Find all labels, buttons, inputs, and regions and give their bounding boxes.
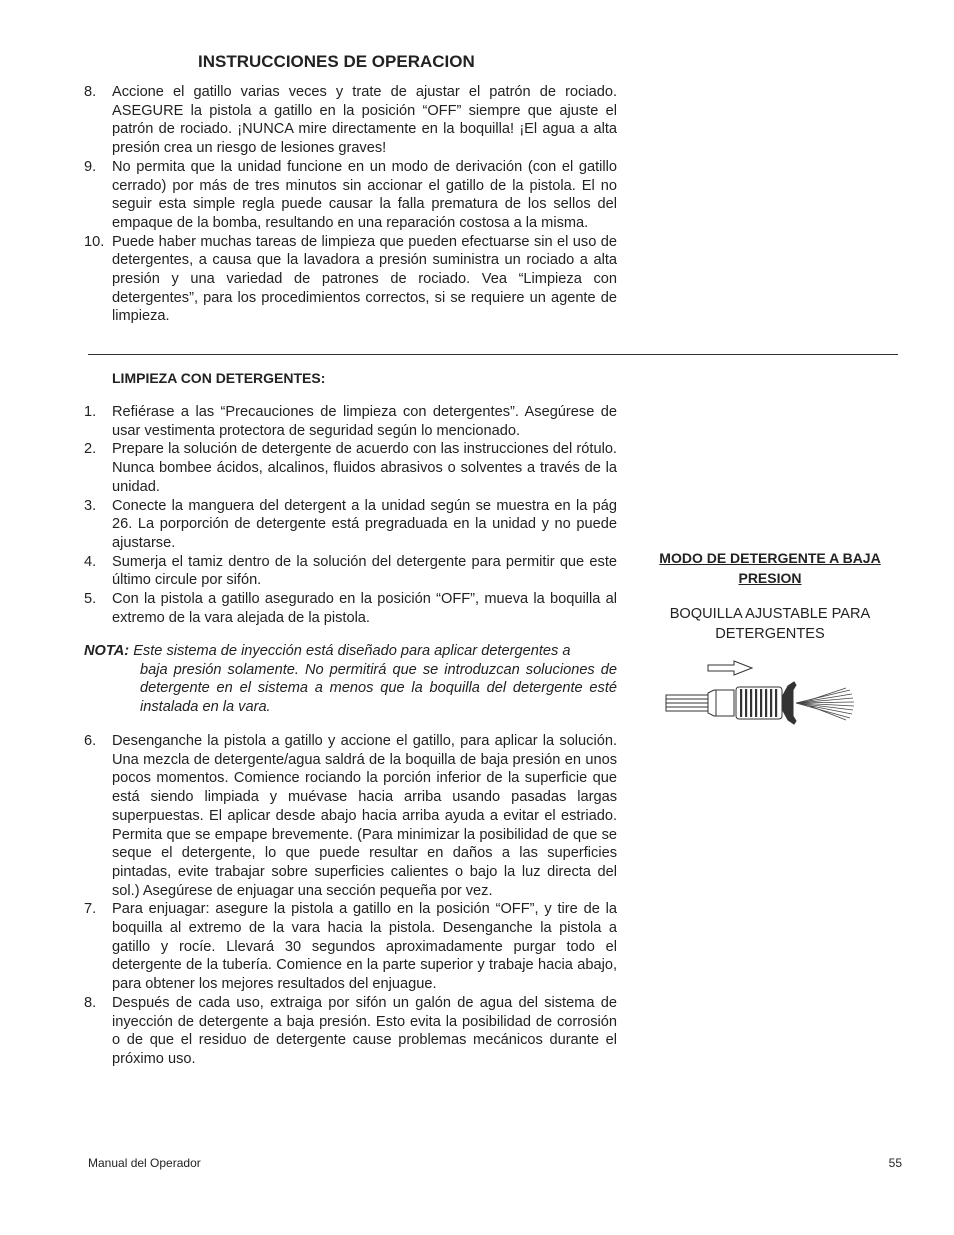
item-text: Conecte la manguera del detergent a la unidad según se muestra en la pág 26. La porporción de detergente está pregraduada en la unidad y no puede ajustarse. — [112, 497, 617, 551]
list-item — [84, 83, 617, 158]
item-number: 10. — [84, 233, 105, 250]
footer-manual-name: Manual del Operador — [88, 1156, 201, 1170]
note-paragraph — [84, 642, 617, 717]
item-text: Prepare la solución de detergente de acuerdo con las instrucciones del rótulo. Nunca bombee ácidos, alcalinos, fluidos abrasivos o solventes a través de la unidad. — [112, 441, 617, 495]
list-item — [84, 900, 617, 994]
item-number: 4. — [84, 553, 97, 570]
list-item — [84, 440, 617, 496]
nozzle-tip — [782, 682, 796, 724]
arrow-icon — [708, 661, 752, 675]
section-heading: INSTRUCCIONES DE OPERACION — [198, 52, 475, 71]
figure-caption — [640, 604, 900, 644]
operation-steps-list — [84, 83, 617, 326]
item-text: Refiérase a las “Precauciones de limpieza con detergentes”. Asegúrese de usar vestimenta protectora de seguridad según lo mencionado. — [112, 404, 617, 439]
list-item — [84, 497, 617, 553]
note-text-rest: baja presión solamente. No permitirá que se introduzcan soluciones de detergente en el sistema a menos que la boquilla del detergente esté instalada en la vara. — [140, 661, 617, 716]
figure-caption-line1: BOQUILLA AJUSTABLE PARA — [669, 606, 871, 622]
detergent-steps-list-continued — [84, 732, 617, 1069]
figure-title-line1: MODO DE DETERGENTE A BAJA — [659, 550, 881, 566]
figure-title-line2: PRESION — [738, 570, 802, 586]
figure-caption-line2: DETERGENTES — [715, 626, 825, 642]
item-number: 3. — [84, 497, 97, 514]
item-number: 7. — [84, 901, 97, 918]
item-text: Accione el gatillo varias veces y trate de ajustar el patrón de rociado. ASEGURE la pistola a gatillo en la posición “OFF” siempre que ajuste el patrón de rociado. ¡NUNCA mire directamente en la boquilla! ¡El agua a alta presión crea un riesgo de lesiones graves! — [112, 84, 617, 157]
item-number: 8. — [84, 84, 97, 100]
list-item — [84, 590, 617, 627]
nozzle-grip-ridges — [740, 689, 777, 717]
list-item — [84, 233, 617, 327]
item-number: 6. — [84, 733, 97, 749]
item-number: 2. — [84, 441, 97, 458]
item-text: Después de cada uso, extraiga por sifón un galón de agua del sistema de inyección de detergente a baja presión. Esto evita la posibilidad de corrosión o de que el residuo de detergente cause problemas mecánicos durante el próximo uso. — [112, 994, 617, 1067]
wand-tube — [666, 695, 708, 711]
detergent-steps-list — [84, 403, 617, 627]
item-text: Desenganche la pistola a gatillo y accione el gatillo, para aplicar la solución. Una mezcla de detergente/agua saldrá de la boquilla de baja presión en unos pocos momentos. Comience rociando la porción inferior de la superficie que está siendo limpiada y muévase hacia arriba usando pasadas largas superpuestas. El aplicar desde abajo hacia arriba ayuda a evitar el estriado. Permita que se empape brevemente. (Para minimizar la posibilidad de que se seque el detergente, lo que puede resultar en daños a las superficies pintadas, evite trabajar sobre superficies calientes o bajo la luz directa del sol.) Asegúrese de enjuagar una sección pequeña por vez. — [112, 733, 617, 899]
coupler — [708, 690, 734, 716]
list-item — [84, 158, 617, 233]
figure-title — [640, 548, 900, 588]
footer-page-number: 55 — [888, 1156, 902, 1170]
item-number: 5. — [84, 591, 97, 608]
item-text: No permita que la unidad funcione en un modo de derivación (con el gatillo cerrado) por más de tres minutos sin accionar el gatillo de la pistola. El no seguir esta simple regla puede causar la falla prematura de los sellos del empaque de la bomba, resultando en una reparación costosa a la misma. — [112, 158, 617, 231]
section-divider — [88, 354, 898, 355]
item-text: Para enjuagar: asegure la pistola a gatillo en la posición “OFF”, y tire de la boquilla al extremo de la vara hacia la pistola. Desenganche la pistola a gatillo y rocíe. Llevará 30 segundos aproximadamente purgar todo el detergente de la tubería. Comience en la parte superior y trabaje hacia abajo, para obtener los mejores resultados del enjuague. — [112, 901, 617, 993]
item-number: 8. — [84, 994, 97, 1011]
list-item — [84, 732, 617, 900]
note-label: NOTA: — [84, 643, 130, 659]
item-text: Con la pistola a gatillo asegurado en la posición “OFF”, mueva la boquilla al extremo de la vara alejada de la pistola. — [112, 591, 617, 626]
item-number: 1. — [84, 404, 97, 420]
item-text: Sumerja el tamiz dentro de la solución del detergente para permitir que este último circule por sifón. — [112, 553, 617, 589]
detergent-section-title: LIMPIEZA CON DETERGENTES: — [112, 370, 326, 386]
note-text-first: Este sistema de inyección está diseñado para aplicar detergentes a — [133, 643, 571, 659]
list-item — [84, 403, 617, 440]
list-item — [84, 553, 617, 590]
spray-icon — [796, 688, 854, 720]
list-item — [84, 994, 617, 1069]
item-number: 9. — [84, 158, 97, 175]
item-text: Puede haber muchas tareas de limpieza que pueden efectuarse sin el uso de detergentes, a causa que la lavadora a presión suministra un rociado a alta presión y una variedad de patrones de rociado. Vea “Limpieza con detergentes”, para los procedimientos correctos, si se requiere un agente de limpieza. — [112, 233, 617, 325]
adjustable-nozzle-illustration — [660, 652, 860, 730]
